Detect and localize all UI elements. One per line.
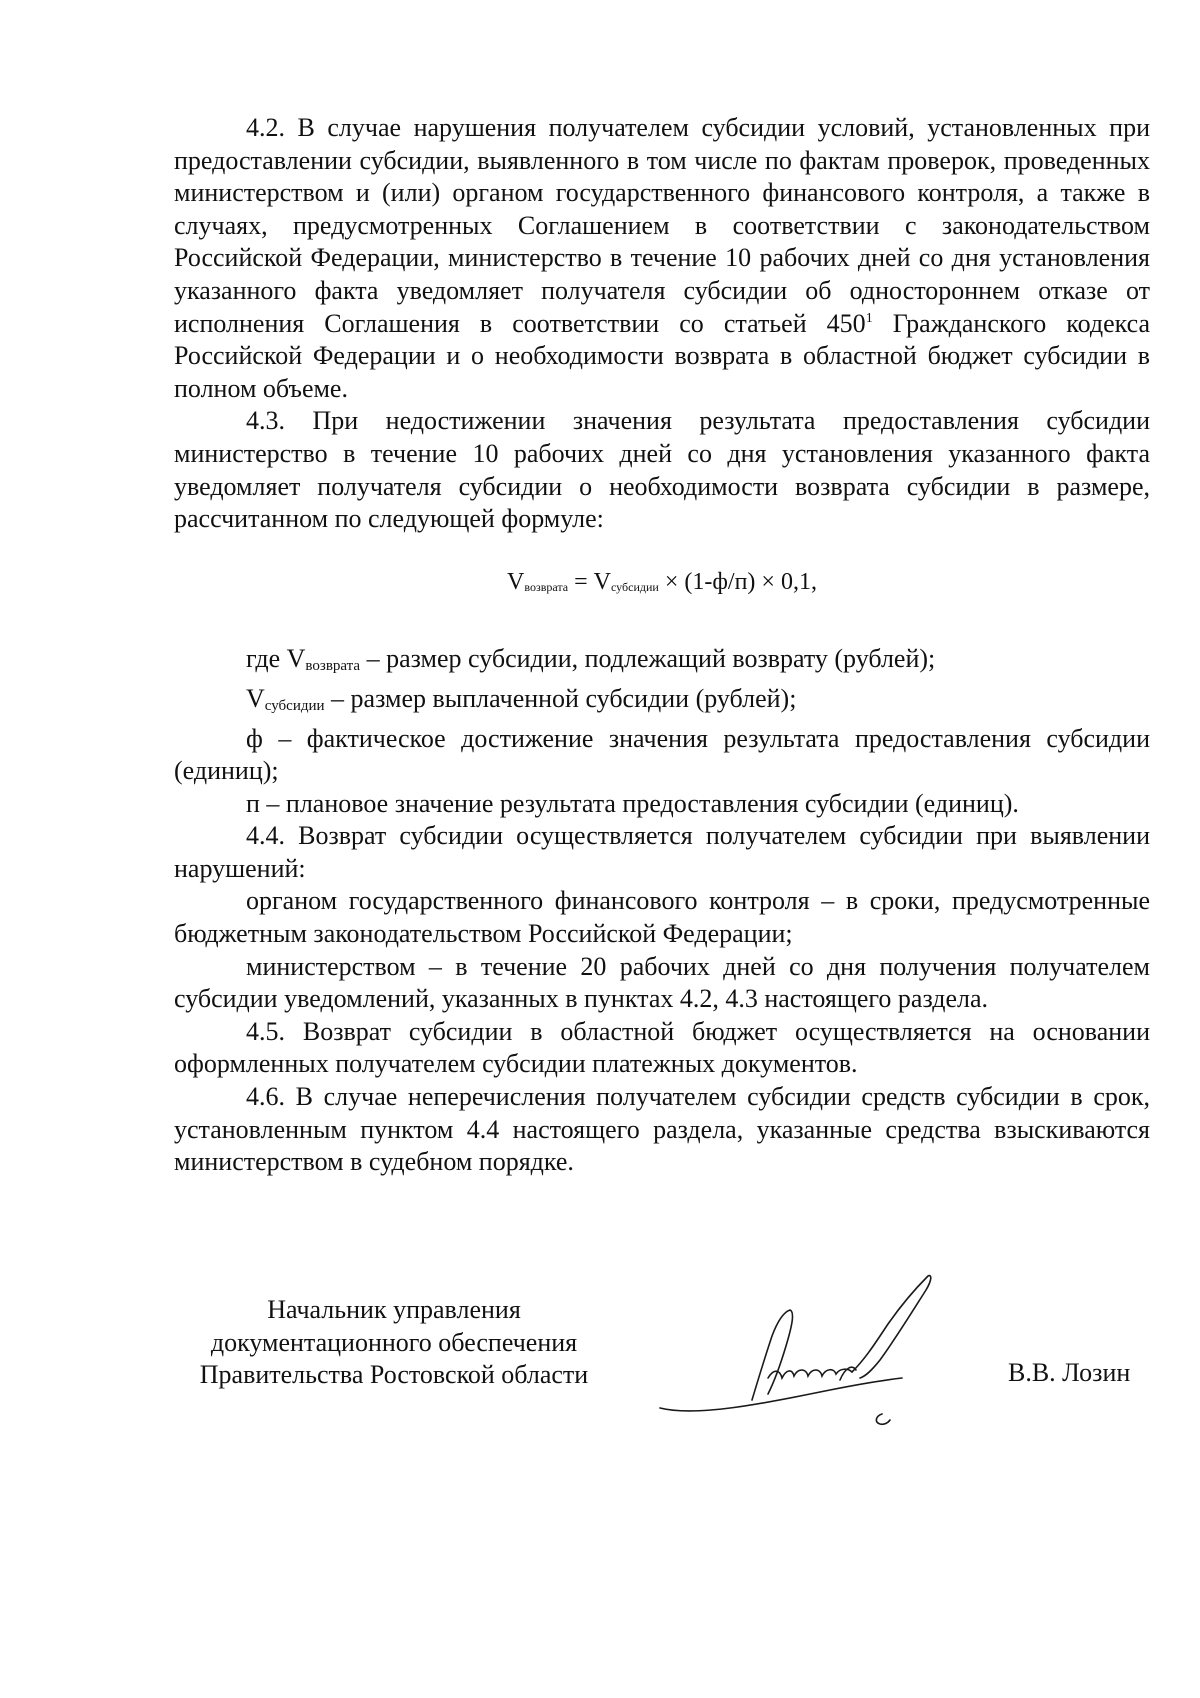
signatory-name: В.В. Лозин xyxy=(1008,1358,1131,1387)
signatory-line-3: Правительства Ростовской области xyxy=(199,1360,589,1390)
paragraph-4-4-a: органом государственного финансового контроля – в сроки, предусмотренные бюджетным законодательством Российской Федерации; xyxy=(174,886,1150,949)
where-line-2: $V_{субсидии}$ – размер выплаченной субсидии (рублей); xyxy=(246,683,797,714)
signatory-title xyxy=(174,1294,614,1392)
footnote-superscript: 1 xyxy=(865,310,873,326)
document-body xyxy=(174,112,1150,1179)
paragraph-4-2: 4.2. В случае нарушения получателем субсидии условий, установленных при предоставлении субсидии, выявленного в том числе по фактам проверок, проведенных министерством и (или) органом государственного финансового контроля, а также в случаях, предусмотренных Соглашением в соответствии с законодательством Российской Федерации, министерство в течение 10 рабочих дней со дня установления указанного факта уведомляет получателя субсидии об одностороннем отказе от исполнения Соглашения в соответствии со статьей $450^1$ Гражданского кодекса Российской Федерации и о необходимости возврата в областной бюджет субсидии в полном объеме. xyxy=(174,113,1150,403)
where-line-4: п – плановое значение результата предоставления субсидии (единиц). xyxy=(246,788,1019,818)
signatory-line-1: Начальник управления xyxy=(267,1295,521,1324)
where-line-1: где $V_{возврата}$ – размер субсидии, подлежащий возврату (рублей); xyxy=(246,644,936,675)
where-line-3: ф – фактическое достижение значения результата предоставления субсидии (единиц); xyxy=(174,723,1150,786)
paragraph-4-6: 4.6. В случае неперечисления получателем субсидии средств субсидии в срок, установленным пунктом 4.4 настоящего раздела, указанные средства взыскиваются министерством в судебном порядке. xyxy=(174,1082,1150,1177)
paragraph-4-5: 4.5. Возврат субсидии в областной бюджет осуществляется на основании оформленных получателем субсидии платежных документов. xyxy=(174,1016,1150,1079)
handwritten-signature-icon xyxy=(640,1268,990,1428)
paragraph-4-3: 4.3. При недостижении значения результата предоставления субсидии министерство в течение 10 рабочих дней со дня установления указанного факта уведомляет получателя субсидии о необходимости возврата субсидии в размере, рассчитанном по следующей формуле: xyxy=(174,406,1150,534)
paragraph-4-4: 4.4. Возврат субсидии осуществляется получателем субсидии при выявлении нарушений: xyxy=(174,821,1150,883)
formula: $V_{возврата} = V_{субсидии} \times (1-ф/п) \times 0,1$, xyxy=(507,568,817,595)
signatory-line-2: документационного обеспечения xyxy=(210,1327,578,1357)
paragraph-4-4-b: министерством – в течение 20 рабочих дней со дня получения получателем субсидии уведомлений, указанных в пунктах 4.2, 4.3 настоящего раздела. xyxy=(174,951,1150,1014)
